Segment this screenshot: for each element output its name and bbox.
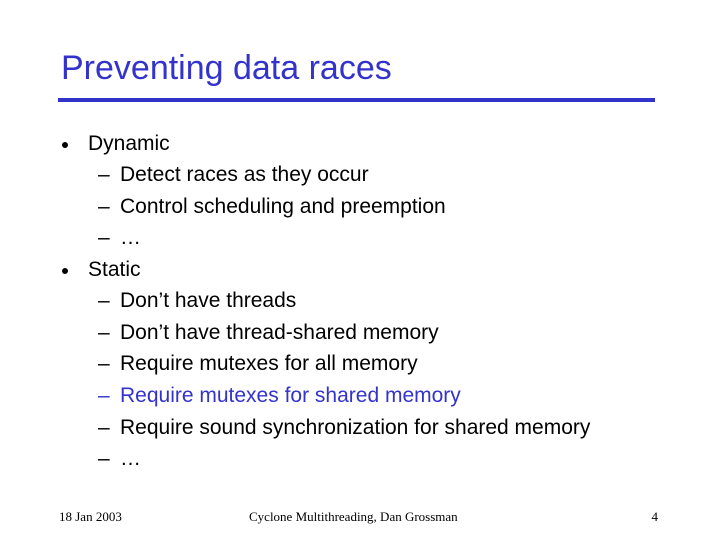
bullet-marker	[62, 142, 68, 148]
bullet-text: Dynamic	[88, 132, 170, 155]
page-number: 4	[651, 509, 658, 524]
sub-bullet-text: Require sound synchronization for shared memory	[120, 416, 591, 439]
footer-title: Cyclone Multithreading, Dan Grossman	[249, 509, 458, 524]
sub-bullet-text: Require mutexes for all memory	[120, 352, 418, 375]
sub-bullet-marker: –	[98, 321, 110, 344]
sub-bullet-marker: –	[98, 195, 110, 218]
sub-bullet-text: Don’t have threads	[120, 289, 297, 312]
sub-bullet-marker: –	[98, 384, 110, 407]
footer-date: 18 Jan 2003	[59, 509, 122, 524]
sub-bullet-text: Control scheduling and preemption	[120, 195, 446, 218]
sub-bullet-marker: –	[98, 447, 110, 470]
bullet-text: Static	[88, 258, 141, 281]
sub-bullet-marker: –	[98, 163, 110, 186]
sub-bullet-marker: –	[98, 416, 110, 439]
sub-bullet-marker: –	[98, 226, 110, 249]
slide-title: Preventing data races	[61, 49, 392, 87]
sub-bullet-text: …	[120, 226, 141, 249]
sub-bullet-marker: –	[98, 352, 110, 375]
sub-bullet-marker: –	[98, 289, 110, 312]
sub-bullet-text: Require mutexes for shared memory	[120, 384, 461, 407]
sub-bullet-text: Detect races as they occur	[120, 163, 369, 186]
sub-bullet-text: Don’t have thread-shared memory	[120, 321, 439, 344]
sub-bullet-text: …	[120, 447, 141, 470]
bullet-marker	[62, 268, 68, 274]
